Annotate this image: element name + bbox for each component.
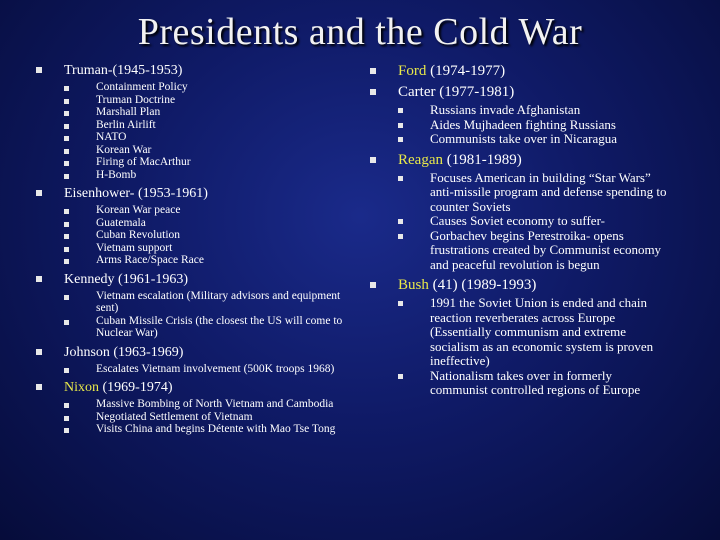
president-kennedy	[34, 271, 354, 340]
list-item: Truman Doctrine	[64, 94, 354, 107]
square-bullet-icon	[398, 123, 403, 128]
list-item: Firing of MacArthur	[64, 156, 354, 169]
square-bullet-icon	[398, 374, 403, 379]
square-bullet-icon	[36, 67, 42, 73]
square-bullet-icon	[398, 108, 403, 113]
square-bullet-icon	[398, 176, 403, 181]
square-bullet-icon	[398, 301, 403, 306]
list-item: Russians invade Afghanistan	[398, 103, 668, 118]
president-label: Carter (1977-1981)	[398, 84, 515, 100]
president-carter	[368, 83, 668, 147]
president-name: Reagan	[398, 151, 443, 168]
president-name: Bush	[398, 277, 429, 293]
list-item: H-Bomb	[64, 169, 354, 182]
list-item: Nationalism takes over in formerly communist controlled regions of Europe	[398, 369, 668, 398]
list-item: Containment Policy	[64, 81, 354, 94]
list-item: Marshall Plan	[64, 106, 354, 119]
list-item: Visits China and begins Détente with Mao Tse Tong	[64, 423, 354, 436]
square-bullet-icon	[64, 99, 69, 104]
square-bullet-icon	[64, 428, 69, 433]
list-item: Korean War peace	[64, 204, 354, 217]
square-bullet-icon	[64, 368, 69, 373]
president-label: Eisenhower- (1953-1961)	[64, 186, 208, 201]
square-bullet-icon	[398, 137, 403, 142]
square-bullet-icon	[64, 124, 69, 129]
square-bullet-icon	[64, 247, 69, 252]
list-item: Cuban Revolution	[64, 229, 354, 242]
square-bullet-icon	[64, 320, 69, 325]
president-label: Kennedy (1961-1963)	[64, 271, 189, 287]
square-bullet-icon	[64, 111, 69, 116]
square-bullet-icon	[370, 282, 376, 288]
reagan-events	[398, 171, 668, 273]
list-item: Focuses American in building “Star Wars” anti-missile program and defense spending to counter Soviets	[398, 171, 668, 215]
president-label: Johnson (1963-1969)	[64, 344, 184, 360]
square-bullet-icon	[64, 161, 69, 166]
square-bullet-icon	[64, 416, 69, 421]
president-truman	[34, 62, 354, 181]
square-bullet-icon	[36, 190, 42, 196]
square-bullet-icon	[36, 349, 42, 355]
president-johnson	[34, 344, 354, 376]
square-bullet-icon	[398, 234, 403, 239]
president-nixon	[34, 379, 354, 436]
square-bullet-icon	[36, 384, 42, 390]
list-item: Cuban Missile Crisis (the closest the US will come to Nuclear War)	[64, 315, 354, 340]
list-item: Aides Mujhadeen fighting Russians	[398, 118, 668, 133]
square-bullet-icon	[398, 219, 403, 224]
square-bullet-icon	[64, 222, 69, 227]
square-bullet-icon	[64, 174, 69, 179]
president-label	[398, 276, 668, 294]
list-item: 1991 the Soviet Union is ended and chain reaction reverberates across Europe (Essentially communism and extreme socialism as an economic system is proven ineffective)	[398, 296, 668, 369]
square-bullet-icon	[64, 136, 69, 141]
list-item: Vietnam escalation (Military advisors and equipment sent)	[64, 290, 354, 315]
list-item: Causes Soviet economy to suffer-	[398, 214, 668, 229]
list-item: Communists take over in Nicaragua	[398, 132, 668, 147]
list-item: Berlin Airlift	[64, 119, 354, 132]
eisenhower-events	[64, 204, 354, 267]
square-bullet-icon	[64, 403, 69, 408]
kennedy-events	[64, 290, 354, 340]
president-bush	[368, 276, 668, 398]
johnson-events	[64, 363, 354, 376]
list-item: Korean War	[64, 144, 354, 157]
president-label	[398, 151, 668, 169]
president-label	[64, 379, 354, 396]
list-item: Guatemala	[64, 217, 354, 230]
list-item: NATO	[64, 131, 354, 144]
president-label	[398, 62, 668, 80]
president-label: Truman-(1945-1953)	[64, 63, 183, 78]
president-eisenhower	[34, 185, 354, 267]
president-name: Nixon	[64, 380, 99, 395]
list-item: Negotiated Settlement of Vietnam	[64, 411, 354, 424]
nixon-events	[64, 398, 354, 436]
bush-events	[398, 296, 668, 398]
left-column	[34, 62, 354, 440]
president-name: Ford	[398, 63, 427, 79]
square-bullet-icon	[64, 234, 69, 239]
right-column	[368, 62, 668, 402]
square-bullet-icon	[64, 86, 69, 91]
president-years: (1981-1989)	[442, 151, 522, 168]
list-item: Gorbachev begins Perestroika- opens frustrations created by Communist economy and peaceful revolution is begun	[398, 229, 668, 273]
president-years: (1969-1974)	[99, 380, 173, 395]
square-bullet-icon	[370, 68, 376, 74]
list-item: Vietnam support	[64, 242, 354, 255]
president-years: (1974-1977)	[426, 63, 506, 79]
president-years: (41) (1989-1993)	[428, 277, 537, 293]
square-bullet-icon	[64, 259, 69, 264]
square-bullet-icon	[36, 276, 42, 282]
carter-events	[398, 103, 668, 147]
square-bullet-icon	[370, 89, 376, 95]
truman-events	[64, 81, 354, 181]
square-bullet-icon	[64, 295, 69, 300]
list-item: Escalates Vietnam involvement (500K troops 1968)	[64, 363, 354, 376]
square-bullet-icon	[64, 149, 69, 154]
president-ford	[368, 62, 668, 80]
list-item: Massive Bombing of North Vietnam and Cambodia	[64, 398, 354, 411]
square-bullet-icon	[64, 209, 69, 214]
square-bullet-icon	[370, 157, 376, 163]
list-item: Arms Race/Space Race	[64, 254, 354, 267]
page-title: Presidents and the Cold War	[137, 11, 583, 53]
president-reagan	[368, 151, 668, 273]
